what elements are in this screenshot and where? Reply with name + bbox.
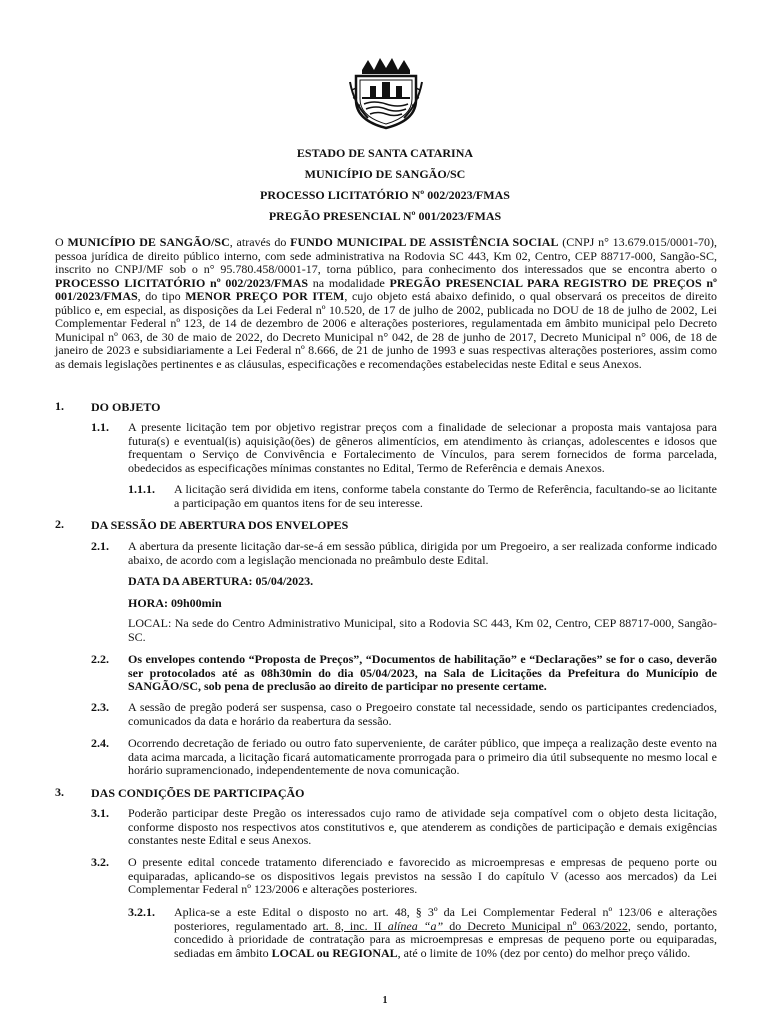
municipal-crest-logo — [348, 52, 424, 130]
opening-date: DATA DA ABERTURA: 05/04/2023. — [128, 574, 314, 588]
pregao-number: PREGÃO PRESENCIAL Nº 001/2023/FMAS — [268, 209, 502, 223]
clause-text: Poderão participar deste Pregão os interessados cujo ramo de atividade seja compatível com o objeto desta licitação, conforme disposto nos respectivos atos constitutivos e, que atenderem as condições de participação e demais exigências constantes neste Edital e seus Anexos. — [128, 806, 717, 847]
section-title: DO OBJETO — [91, 400, 161, 414]
clause-text: A abertura da presente licitação dar-se-á em sessão pública, dirigida por um Pregoeiro, a ser realizada conforme indicado abaixo, de acordo com a legislação mencionada no preâmbulo deste Edital. — [128, 539, 717, 567]
section-number: 2. — [55, 517, 64, 531]
state-name: ESTADO DE SANTA CATARINA — [296, 146, 474, 160]
document-heading — [0, 143, 770, 227]
clause-number: 3.2. — [91, 855, 109, 869]
process-number: PROCESSO LICITATÓRIO Nº 002/2023/FMAS — [260, 188, 510, 202]
opening-time: HORA: 09h00min — [128, 596, 222, 610]
clause-text: Ocorrendo decretação de feriado ou outro fato superveniente, de caráter público, que impeça a realização deste evento na data acima marcada, a licitação ficará automaticamente prorrogada para o primeiro dia útil subsequente no mesmo local e horário supramencionado, independentemente de nova comunicação. — [128, 736, 717, 777]
clause-text: A presente licitação tem por objetivo registrar preços com a finalidade de selecionar a proposta mais vantajosa para futura(s) e eventual(is) aquisição(ões) de gêneros alimentícios, em atendimento às crianças, adolescentes e idosos que frequentam o Serviço de Convivência e Fortalecimento de Vínculos, para serem fornecidos de forma parcelada, obedecidos as especificações mínimas constantes no Edital, Termo de Referência e demais Anexos. — [128, 420, 717, 475]
opening-location: LOCAL: Na sede do Centro Administrativo Municipal, sito a Rodovia SC 443, Km 02, Centro, CEP 88717-000, Sangão-SC. — [128, 616, 717, 644]
clause-text: Os envelopes contendo “Proposta de Preços”, “Documentos de habilitação” e “Declarações” se for o caso, deverão ser protocolados até as 08h30min do dia 05/04/2023, na Sala de Licitações da Prefeitura do Município de SANGÃO/SC, sob pena de preclusão ao direito de participar no presente certame. — [128, 652, 717, 693]
municipality-name: MUNICÍPIO DE SANGÃO/SC — [304, 167, 466, 181]
clause-number: 1.1.1. — [128, 482, 155, 496]
section-number: 3. — [55, 785, 64, 799]
clause-number: 3.1. — [91, 806, 109, 820]
clause-number: 2.1. — [91, 539, 109, 553]
clause-text: A sessão de pregão poderá ser suspensa, caso o Pregoeiro constate tal necessidade, sendo os participantes credenciados, comunicados da data e horário da reabertura da sessão. — [128, 700, 717, 728]
clause-number: 2.2. — [91, 652, 109, 666]
clause-number: 2.4. — [91, 736, 109, 750]
clause-text: O presente edital concede tratamento diferenciado e favorecido as microempresas e empresas de pequeno porte ou equiparadas, aplicando-se os dispositivos legais previstos na sessão I do capítulo V (acesso aos mercados) da Lei Complementar Federal nº 123/2006 e alterações posteriores. — [128, 855, 717, 896]
intro-paragraph: O MUNICÍPIO DE SANGÃO/SC, através do FUNDO MUNICIPAL DE ASSISTÊNCIA SOCIAL (CNPJ n° 13.679.015/0001-70), pessoa jurídica de direito público interno, com sede administrativa na Rodovia SC 443, Km 02, Centro, CEP 88717-000, Sangão-SC, inscrito no CNPJ/MF sob o n° 95.780.458/0001-17, torna público, para conhecimento dos interessados que se encontra aberto o PROCESSO LICITATÓRIO nº 002/2023/FMAS na modalidade PREGÃO PRESENCIAL PARA REGISTRO DE PREÇOS nº 001/2023/FMAS, do tipo MENOR PREÇO POR ITEM, cujo objeto está abaixo definido, o qual observará os preceitos de direito público e, em especial, as disposições da Lei Federal nº 10.520, de 17 de julho de 2002, publicada no DOU de 18 de julho de 2002, Lei Complementar Federal nº 123, de 14 de dezembro de 2006 e alterações posteriores, regulamentada em âmbito municipal pelo Decreto Municipal nº 063, de 30 de maio de 2022, do Decreto Municipal n° 042, de 28 de junho de 2017, Decreto Municipal n° 006, de 18 de janeiro de 2023 e subsidiariamente a Lei Federal nº 8.666, de 21 de junho de 1993 e suas respectivas alterações posteriores, assim como as demais legislações pertinentes e as cláusulas, especificações e recomendações estabelecidas neste Edital e seus Anexos. — [55, 235, 718, 371]
clause-text: Aplica-se a este Edital o disposto no art. 48, § 3º da Lei Complementar Federal nº 123/06 e alterações posteriores, regulamentado art. 8, inc. II alínea “a” do Decreto Municipal nº 063/2022, sendo, portanto, concedido à prioridade de contratação para as microempresas e empresas de pequeno porte ou equiparadas, sediadas em âmbito LOCAL ou REGIONAL, até o limite de 10% (dez por cento) do melhor preço válido. — [174, 905, 717, 960]
section-title: DA SESSÃO DE ABERTURA DOS ENVELOPES — [91, 518, 349, 532]
section-title: DAS CONDIÇÕES DE PARTICIPAÇÃO — [91, 786, 305, 800]
clause-number: 2.3. — [91, 700, 109, 714]
clause-number: 1.1. — [91, 420, 109, 434]
clause-text: A licitação será dividida em itens, conforme tabela constante do Termo de Referência, facultando-se ao licitante a participação em quantos itens for de seu interesse. — [174, 482, 717, 510]
clause-number: 3.2.1. — [128, 905, 155, 919]
section-number: 1. — [55, 399, 64, 413]
page-number: 1 — [382, 995, 388, 1006]
